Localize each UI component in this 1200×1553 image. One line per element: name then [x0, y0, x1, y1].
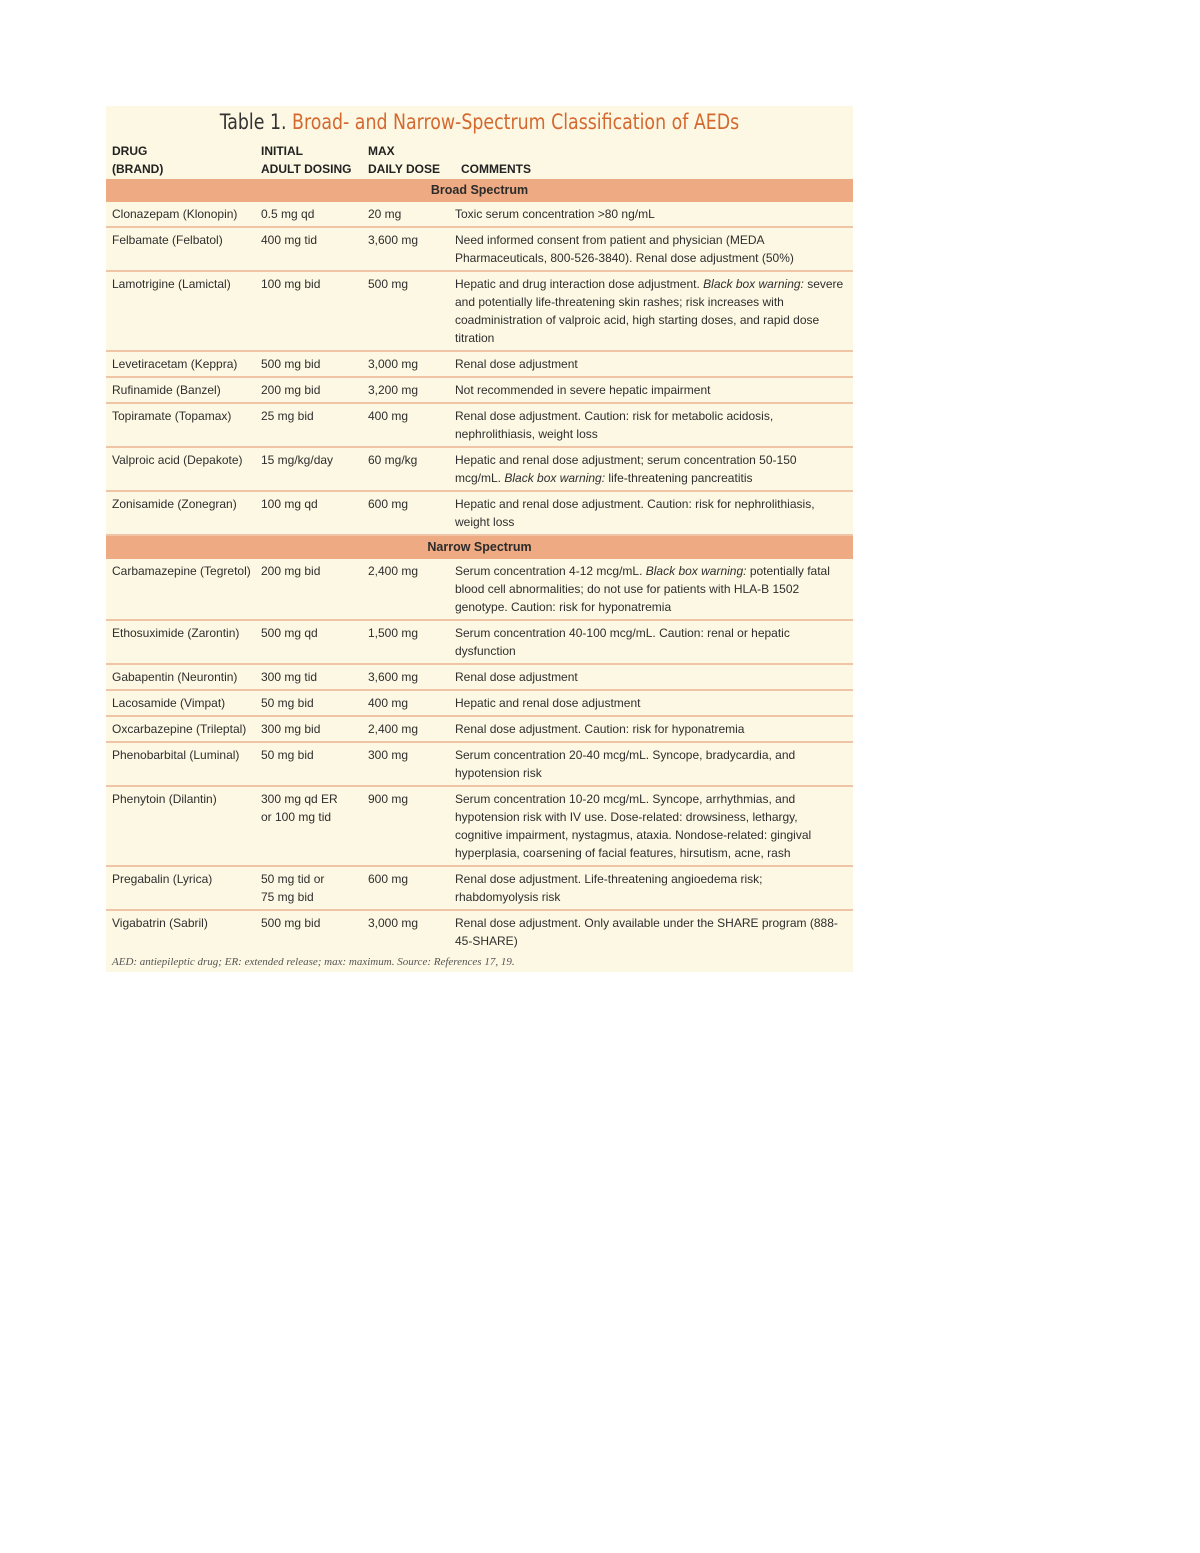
comment-text: Serum concentration 10-20 mcg/mL. Syncope, arrhythmias, and hypotension risk with IV use. Dose-related: drowsiness, lethargy, cognitive impairment, nystagmus, ataxia. Nondose-related: gingival hyperplasia, coarsening of facial features, hirsutism, acne, rash — [455, 792, 812, 860]
max-dose-cell: 400 mg — [368, 409, 409, 423]
comments-cell — [455, 624, 853, 660]
drug-name-cell: Phenobarbital (Luminal) — [112, 748, 240, 762]
black-box-warning-label: Black box warning: — [703, 277, 804, 291]
header-drug — [112, 142, 163, 178]
comment-text: Renal dose adjustment — [455, 357, 578, 371]
comment-text: Toxic serum concentration >80 ng/mL — [455, 207, 655, 221]
table-row — [106, 228, 853, 272]
header-drug-line1: DRUG — [112, 144, 148, 158]
table-row — [106, 404, 853, 448]
max-dose-cell: 600 mg — [368, 872, 409, 886]
initial-dosing-cell: 100 mg bid — [261, 277, 321, 291]
table-header-row — [106, 137, 853, 179]
table-title-label: Broad- and Narrow-Spectrum Classification of AEDs — [292, 110, 740, 134]
section-header: Narrow Spectrum — [106, 536, 853, 559]
drug-name-cell: Felbamate (Felbatol) — [112, 233, 223, 247]
comment-text: Not recommended in severe hepatic impairment — [455, 383, 711, 397]
table-row — [106, 743, 853, 787]
comments-cell — [455, 231, 853, 267]
comments-cell — [455, 381, 853, 399]
drug-name-cell: Valproic acid (Depakote) — [112, 453, 243, 467]
comments-cell — [455, 694, 853, 712]
drug-name-cell: Clonazepam (Klonopin) — [112, 207, 238, 221]
table-row — [106, 378, 853, 404]
header-max-daily-dose — [368, 142, 440, 178]
initial-dosing-cell: 100 mg qd — [261, 497, 318, 511]
max-dose-cell: 400 mg — [368, 696, 409, 710]
header-comments — [461, 160, 531, 178]
table-row — [106, 911, 853, 953]
drug-name-cell: Phenytoin (Dilantin) — [112, 792, 217, 806]
initial-dosing-cell: 0.5 mg qd — [261, 207, 315, 221]
black-box-warning-label: Black box warning: — [504, 471, 606, 485]
header-comments-label: COMMENTS — [461, 162, 531, 176]
comments-cell — [455, 914, 853, 950]
initial-dosing-cell: 300 mg bid — [261, 722, 321, 736]
max-dose-cell: 3,000 mg — [368, 357, 419, 371]
comment-text: Renal dose adjustment. Only available under the SHARE program (888-45-SHARE) — [455, 916, 838, 948]
comment-text: Serum concentration 40-100 mcg/mL. Caution: renal or hepatic dysfunction — [455, 626, 790, 658]
initial-dosing-cell: 25 mg bid — [261, 409, 314, 423]
comment-text: Renal dose adjustment. Life-threatening angioedema risk; rhabdomyolysis risk — [455, 872, 763, 904]
comment-text: Renal dose adjustment. Caution: risk for metabolic acidosis, nephrolithiasis, weight loss — [455, 409, 774, 441]
table-row — [106, 621, 853, 665]
black-box-warning-label: Black box warning: — [645, 564, 747, 578]
initial-dosing-cell: 50 mg tid or 75 mg bid — [261, 872, 325, 904]
initial-dosing-cell: 50 mg bid — [261, 748, 314, 762]
table-row — [106, 665, 853, 691]
table-row — [106, 352, 853, 378]
table-row — [106, 867, 853, 911]
comments-cell — [455, 495, 853, 531]
table-footnote: AED: antiepileptic drug; ER: extended release; max: maximum. Source: References 17, 19. — [112, 956, 515, 968]
drug-name-cell: Pregabalin (Lyrica) — [112, 872, 213, 886]
max-dose-cell: 900 mg — [368, 792, 409, 806]
max-dose-cell: 3,000 mg — [368, 916, 419, 930]
table-body — [106, 179, 853, 953]
comments-cell — [455, 790, 853, 862]
comment-text-continued: potentially fatal blood cell abnormalities; do not use for patients with HLA-B 1502 genotype. Caution: risk for hyponatremia — [455, 564, 830, 614]
initial-dosing-cell: 15 mg/kg/day — [261, 453, 334, 467]
comments-cell — [455, 746, 853, 782]
comments-cell — [455, 275, 853, 347]
comment-text: Serum concentration 20-40 mcg/mL. Syncope, bradycardia, and hypotension risk — [455, 748, 796, 780]
comment-text-continued: severe and potentially life-threatening skin rashes; risk increases with coadministration of valproic acid, high starting doses, and rapid dose titration — [455, 277, 844, 345]
drug-name-cell: Lacosamide (Vimpat) — [112, 696, 226, 710]
table-row — [106, 448, 853, 492]
comment-text: Hepatic and drug interaction dose adjustment. — [455, 277, 704, 291]
table-row — [106, 691, 853, 717]
drug-name-cell: Oxcarbazepine (Trileptal) — [112, 722, 247, 736]
comments-cell — [455, 355, 853, 373]
table-number: Table 1. — [219, 110, 287, 134]
header-initial-dosing — [261, 142, 351, 178]
max-dose-cell: 3,600 mg — [368, 670, 419, 684]
comment-text: Renal dose adjustment — [455, 670, 578, 684]
drug-name-cell: Gabapentin (Neurontin) — [112, 670, 238, 684]
comments-cell — [455, 451, 853, 487]
aed-classification-table — [106, 106, 853, 972]
max-dose-cell: 2,400 mg — [368, 722, 419, 736]
header-dosing-line1: INITIAL — [261, 144, 303, 158]
drug-name-cell: Levetiracetam (Keppra) — [112, 357, 238, 371]
table-row — [106, 202, 853, 228]
drug-name-cell: Vigabatrin (Sabril) — [112, 916, 208, 930]
drug-name-cell: Lamotrigine (Lamictal) — [112, 277, 231, 291]
max-dose-cell: 2,400 mg — [368, 564, 419, 578]
drug-name-cell: Zonisamide (Zonegran) — [112, 497, 237, 511]
comments-cell — [455, 562, 853, 616]
max-dose-cell: 60 mg/kg — [368, 453, 418, 467]
initial-dosing-cell: 500 mg bid — [261, 916, 321, 930]
initial-dosing-cell: 500 mg bid — [261, 357, 321, 371]
comment-text: Serum concentration 4-12 mcg/mL. — [455, 564, 646, 578]
comments-cell — [455, 668, 853, 686]
table-title — [136, 107, 823, 137]
drug-name-cell: Topiramate (Topamax) — [112, 409, 232, 423]
max-dose-cell: 20 mg — [368, 207, 402, 221]
initial-dosing-cell: 200 mg bid — [261, 564, 321, 578]
comments-cell — [455, 205, 853, 223]
max-dose-cell: 3,200 mg — [368, 383, 419, 397]
header-max-line1: MAX — [368, 144, 395, 158]
comment-text: Hepatic and renal dose adjustment — [455, 696, 641, 710]
initial-dosing-cell: 300 mg qd ER or 100 mg tid — [261, 792, 338, 824]
drug-name-cell: Carbamazepine (Tegretol) — [112, 564, 251, 578]
max-dose-cell: 600 mg — [368, 497, 409, 511]
comments-cell — [455, 407, 853, 443]
header-dosing-line2: ADULT DOSING — [261, 162, 352, 176]
table-row — [106, 717, 853, 743]
table-row — [106, 559, 853, 621]
comment-text: Renal dose adjustment. Caution: risk for hyponatremia — [455, 722, 745, 736]
header-drug-line2: (BRAND) — [112, 162, 164, 176]
comments-cell — [455, 870, 853, 906]
initial-dosing-cell: 300 mg tid — [261, 670, 318, 684]
section-header: Broad Spectrum — [106, 179, 853, 202]
max-dose-cell: 500 mg — [368, 277, 409, 291]
max-dose-cell: 3,600 mg — [368, 233, 419, 247]
comment-text: Need informed consent from patient and physician (MEDA Pharmaceuticals, 800-526-3840). Renal dose adjustment (50%) — [455, 233, 794, 265]
comment-text-continued: life-threatening pancreatitis — [605, 471, 753, 485]
drug-name-cell: Rufinamide (Banzel) — [112, 383, 221, 397]
max-dose-cell: 1,500 mg — [368, 626, 419, 640]
initial-dosing-cell: 50 mg bid — [261, 696, 314, 710]
table-row — [106, 787, 853, 867]
table-row — [106, 272, 853, 352]
initial-dosing-cell: 400 mg tid — [261, 233, 318, 247]
initial-dosing-cell: 500 mg qd — [261, 626, 318, 640]
initial-dosing-cell: 200 mg bid — [261, 383, 321, 397]
comment-text: Hepatic and renal dose adjustment; serum concentration 50-150 mcg/mL. — [455, 453, 797, 485]
table-row — [106, 492, 853, 536]
comments-cell — [455, 720, 853, 738]
drug-name-cell: Ethosuximide (Zarontin) — [112, 626, 240, 640]
comment-text: Hepatic and renal dose adjustment. Caution: risk for nephrolithiasis, weight loss — [455, 497, 815, 529]
header-max-line2: DAILY DOSE — [368, 162, 441, 176]
max-dose-cell: 300 mg — [368, 748, 409, 762]
